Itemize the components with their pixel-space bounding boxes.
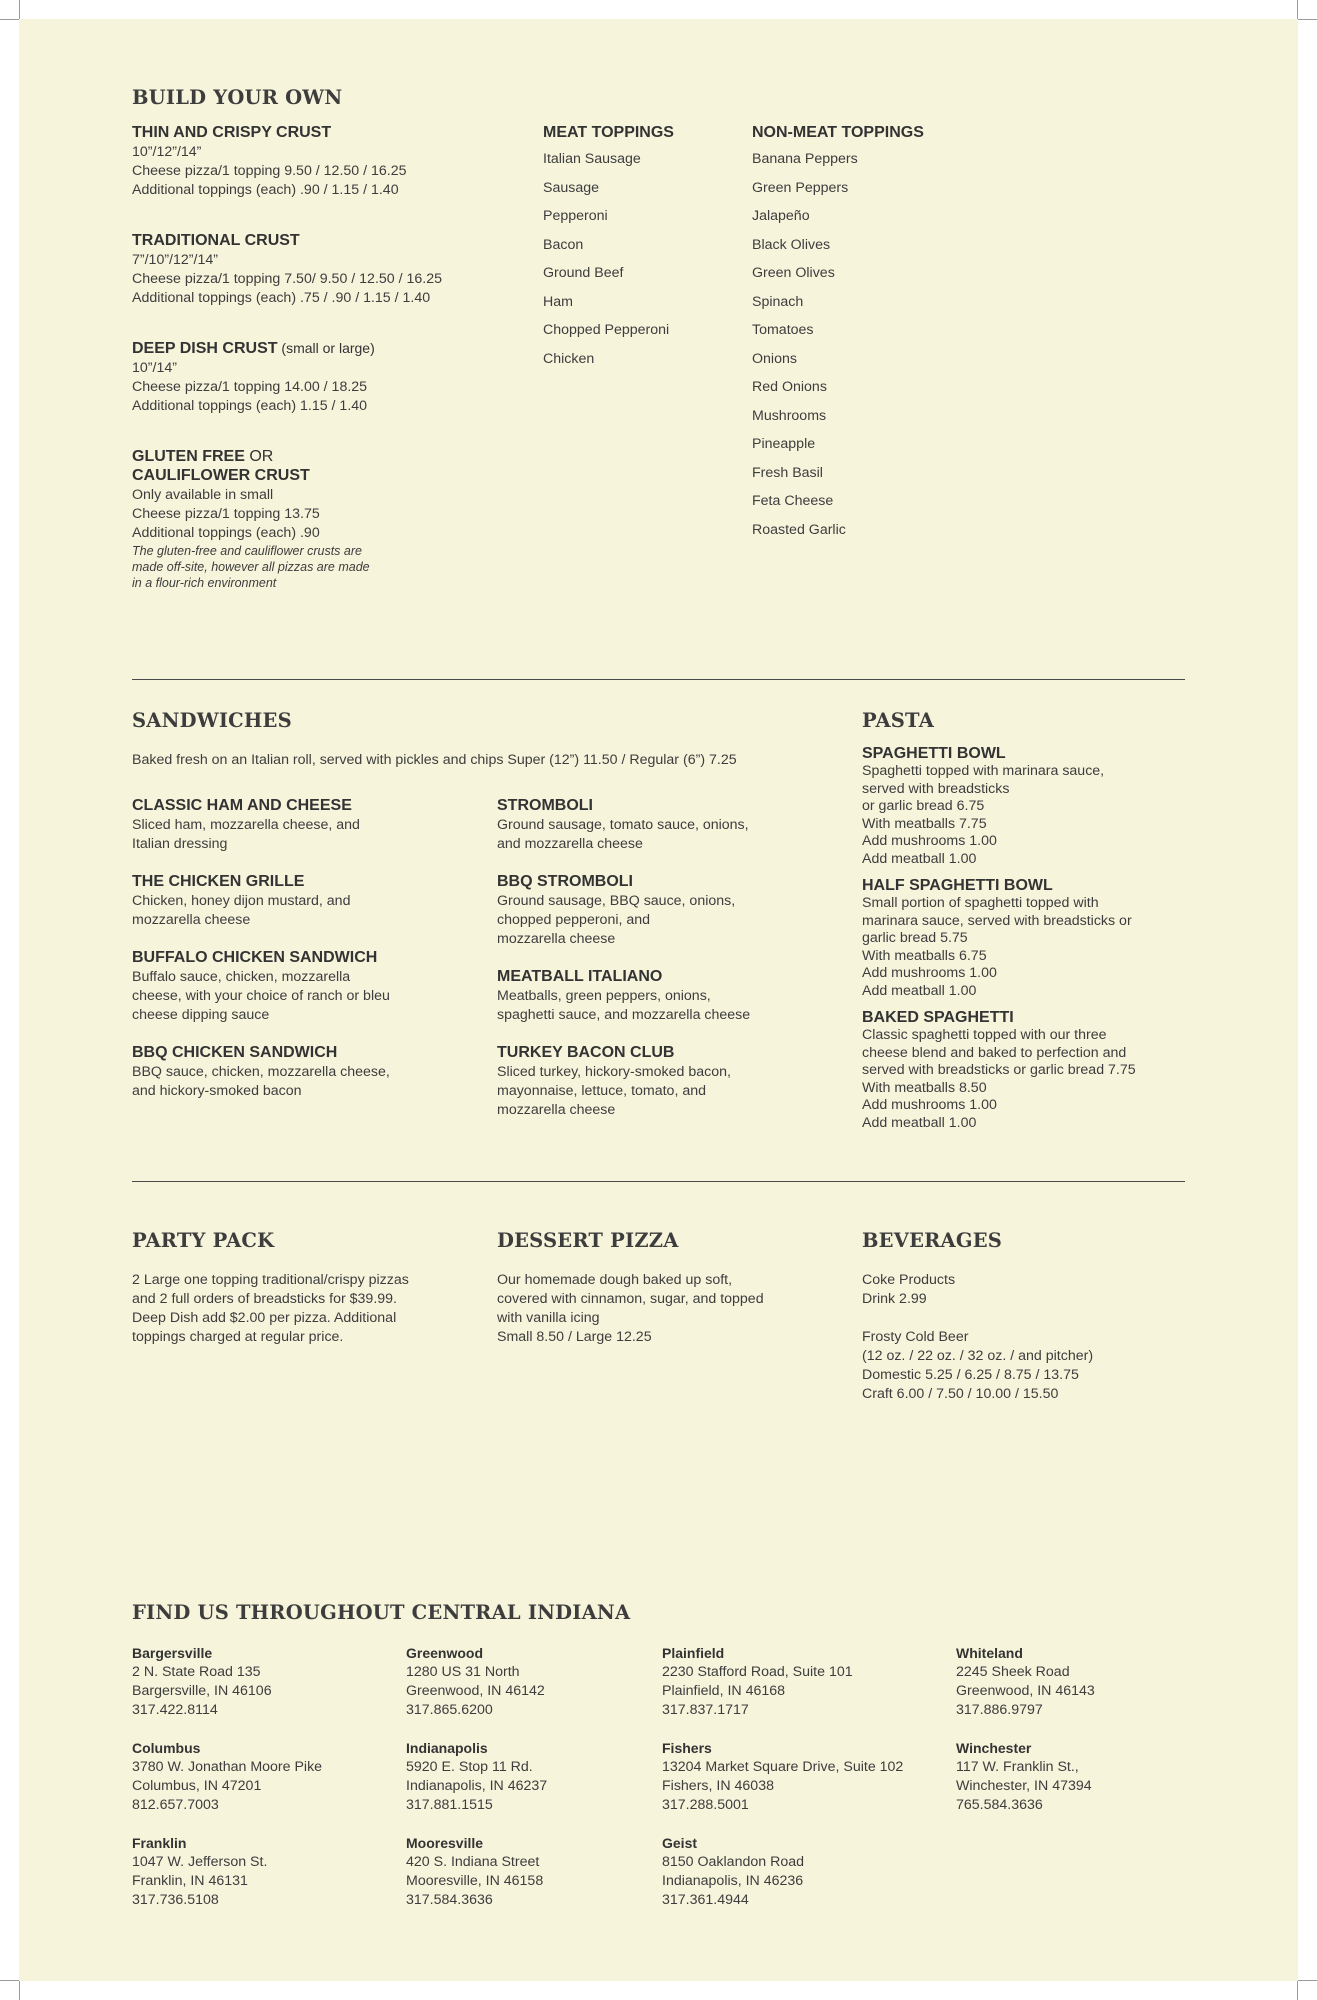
sandwich-name: MEATBALL ITALIANO [497,968,663,985]
location-line: 317.886.9797 [956,1702,1043,1718]
location-item [662,1644,903,1720]
sandwich-line: cheese dipping sauce [132,1007,270,1023]
location-item [662,1739,903,1815]
sandwich-line: mozzarella cheese [497,931,616,947]
sandwich-line: mozzarella cheese [497,1102,616,1118]
pasta-line: Classic spaghetti topped with our three [862,1027,1107,1043]
beverages-heading: BEVERAGES [862,1229,1003,1252]
location-line: Indianapolis, IN 46237 [406,1778,548,1794]
pasta-line: Add meatball 1.00 [862,982,977,999]
topping-item: Italian Sausage [543,151,641,167]
beverage-line: (12 oz. / 22 oz. / 32 oz. / and pitcher) [862,1348,1094,1364]
sandwich-line: mayonnaise, lettuce, tomato, and [497,1083,706,1099]
sandwich-line: mozzarella cheese [132,912,251,928]
crust-deep-dish [132,340,512,416]
sandwich-name: TURKEY BACON CLUB [497,1044,675,1061]
location-line: Winchester, IN 47394 [956,1778,1092,1794]
pasta-line: Add mushrooms 1.00 [862,965,997,981]
crust-disclaimer: The gluten-free and cauliflower crusts are [132,544,362,558]
location-item [956,1739,1095,1815]
pasta-line: Add mushrooms 1.00 [862,1097,997,1113]
crust-line: Additional toppings (each) .90 / 1.15 / 1.40 [132,182,399,198]
crust-line: Only available in small [132,487,274,503]
sandwich-line: Buffalo sauce, chicken, mozzarella [132,969,351,985]
sandwich-line: BBQ sauce, chicken, mozzarella cheese, [132,1064,390,1080]
location-item [662,1834,903,1910]
pasta-line: Add mushrooms 1.00 [862,833,997,849]
section-divider [132,1181,1185,1182]
location-line: 317.837.1717 [662,1702,749,1718]
crust-name: CAULIFLOWER CRUST [132,467,310,484]
pasta-item [862,745,1182,868]
pasta-item [862,1009,1182,1132]
topping-item: Chicken [543,350,595,367]
location-name: Columbus [132,1740,201,1756]
location-line: 5920 E. Stop 11 Rd. [406,1759,533,1775]
dessert-line: covered with cinnamon, sugar, and topped [497,1291,764,1307]
meat-toppings [543,124,674,378]
party-pack-line: toppings charged at regular price. [132,1329,344,1345]
location-line: Franklin, IN 46131 [132,1873,248,1889]
crust-list [132,124,512,610]
sandwich-name: BBQ CHICKEN SANDWICH [132,1044,338,1061]
location-item [132,1834,322,1910]
topping-item: Chopped Pepperoni [543,322,670,338]
location-name: Winchester [956,1740,1032,1756]
party-pack-line: Deep Dish add $2.00 per pizza. Additional [132,1310,397,1326]
sandwich-item [132,1044,462,1101]
sandwich-line: and hickory-smoked bacon [132,1083,302,1099]
location-line: Greenwood, IN 46143 [956,1683,1095,1699]
location-line: 2230 Stafford Road, Suite 101 [662,1664,853,1680]
sandwich-line: cheese, with your choice of ranch or bleu [132,988,390,1004]
pasta-line: or garlic bread 6.75 [862,798,985,814]
sandwich-item [497,797,827,854]
beverages-details [862,1271,1192,1404]
location-line: Fishers, IN 46038 [662,1778,774,1794]
topping-item: Sausage [543,179,600,196]
pasta-line: served with breadsticks [862,780,1010,797]
party-pack-line: and 2 full orders of breadsticks for $39.99. [132,1291,397,1307]
sandwich-line: Italian dressing [132,836,228,852]
sandwich-line: Sliced turkey, hickory-smoked bacon, [497,1064,731,1080]
crop-mark [0,1980,20,1981]
crust-name: GLUTEN FREE [132,448,245,465]
non-meat-toppings-list [752,150,924,549]
beverage-line: Domestic 5.25 / 6.25 / 8.75 / 13.75 [862,1367,1079,1383]
crust-gluten-free [132,448,512,591]
sandwich-name: BBQ STROMBOLI [497,873,633,890]
locations-column [406,1644,547,1929]
sandwich-list-left [132,797,462,1120]
location-line: Columbus, IN 47201 [132,1778,262,1794]
location-item [132,1644,322,1720]
build-your-own-heading: BUILD YOUR OWN [132,86,343,109]
crust-disclaimer: made off-site, however all pizzas are made [132,560,370,574]
sandwich-line: Ground sausage, BBQ sauce, onions, [497,893,736,909]
locations-column [662,1644,903,1929]
topping-item: Black Olives [752,236,831,253]
crust-or: OR [244,448,274,465]
beverage-line: Drink 2.99 [862,1291,927,1307]
location-line: 317.584.3636 [406,1892,493,1908]
topping-item: Jalapeño [752,208,810,224]
location-line: 2245 Sheek Road [956,1664,1070,1680]
crust-line: Additional toppings (each) 1.15 / 1.40 [132,398,368,414]
crop-mark [1297,1980,1317,1981]
location-line: Indianapolis, IN 46236 [662,1873,804,1889]
pasta-list [862,745,1182,1132]
sandwich-item [132,873,462,930]
pasta-line: cheese blend and baked to perfection and [862,1044,1127,1061]
location-name: Greenwood [406,1645,484,1661]
location-line: 13204 Market Square Drive, Suite 102 [662,1759,904,1775]
sandwich-list-right [497,797,827,1139]
sandwiches-heading: SANDWICHES [132,709,292,732]
pasta-line: Add meatball 1.00 [862,850,977,867]
location-line: 317.361.4944 [662,1892,749,1908]
location-line: 317.865.6200 [406,1702,493,1718]
pasta-name: SPAGHETTI BOWL [862,745,1006,762]
sandwich-item [132,949,462,1025]
location-line: 2 N. State Road 135 [132,1664,261,1680]
location-line: 1047 W. Jefferson St. [132,1854,268,1870]
locations-heading: FIND US THROUGHOUT CENTRAL INDIANA [132,1601,631,1624]
sandwich-name: BUFFALO CHICKEN SANDWICH [132,949,378,966]
location-line: Bargersville, IN 46106 [132,1683,272,1699]
topping-item: Feta Cheese [752,493,834,509]
pasta-line: With meatballs 6.75 [862,947,987,964]
sandwich-name: CLASSIC HAM AND CHEESE [132,797,352,814]
party-pack-details [132,1271,472,1347]
crop-mark [0,19,20,20]
crust-line: Additional toppings (each) .90 [132,525,320,541]
pasta-heading: PASTA [862,709,935,732]
location-name: Bargersville [132,1645,213,1661]
pasta-line: Add meatball 1.00 [862,1114,977,1131]
crust-thin [132,124,512,200]
topping-item: Ground Beef [543,265,624,281]
location-name: Fishers [662,1740,712,1756]
location-line: 317.288.5001 [662,1797,749,1813]
location-name: Mooresville [406,1835,484,1851]
location-line: 420 S. Indiana Street [406,1854,540,1870]
pasta-name: HALF SPAGHETTI BOWL [862,877,1053,894]
location-line: 1280 US 31 North [406,1664,520,1680]
pasta-line: With meatballs 7.75 [862,815,987,832]
party-pack-line: 2 Large one topping traditional/crispy pizzas [132,1272,409,1288]
dessert-line: Our homemade dough baked up soft, [497,1272,733,1288]
non-meat-toppings [752,124,924,549]
location-line: 765.584.3636 [956,1797,1043,1813]
topping-item: Green Peppers [752,179,849,196]
pasta-line: Spaghetti topped with marinara sauce, [862,763,1105,779]
section-divider [132,679,1185,680]
crust-name: DEEP DISH CRUST [132,340,278,357]
crop-mark [19,1980,20,2000]
crust-name: THIN AND CRISPY CRUST [132,124,332,141]
location-line: Greenwood, IN 46142 [406,1683,545,1699]
topping-item: Roasted Garlic [752,521,846,538]
topping-item: Ham [543,293,573,310]
sandwich-item [497,1044,827,1120]
sandwich-line: Sliced ham, mozzarella cheese, and [132,817,360,833]
locations-column [956,1644,1095,1834]
location-item [956,1644,1095,1720]
topping-item: Pepperoni [543,208,608,224]
location-item [406,1644,547,1720]
location-line: 8150 Oaklandon Road [662,1854,804,1870]
location-line: 3780 W. Jonathan Moore Pike [132,1759,323,1775]
location-name: Plainfield [662,1645,725,1661]
dessert-pizza-details [497,1271,837,1347]
crust-line: 10”/14” [132,360,177,376]
meat-toppings-list [543,150,674,378]
sandwich-line: Meatballs, green peppers, onions, [497,988,711,1004]
crop-mark [19,0,20,20]
pasta-name: BAKED SPAGHETTI [862,1009,1014,1026]
pasta-line: served with breadsticks or garlic bread 7.75 [862,1062,1136,1078]
location-item [406,1739,547,1815]
crust-note: (small or large) [277,340,375,356]
pasta-line: marinara sauce, served with breadsticks or [862,912,1132,929]
topping-item: Spinach [752,293,804,310]
party-pack-heading: PARTY PACK [132,1229,275,1252]
sandwich-line: spaghetti sauce, and mozzarella cheese [497,1007,751,1023]
sandwich-line: chopped pepperoni, and [497,912,651,928]
topping-item: Onions [752,350,797,367]
crop-mark [1297,0,1298,20]
crust-traditional [132,232,512,308]
beverage-line: Coke Products [862,1272,956,1288]
crust-line: Cheese pizza/1 topping 13.75 [132,506,320,522]
dessert-pizza-heading: DESSERT PIZZA [497,1229,679,1252]
location-line: Plainfield, IN 46168 [662,1683,786,1699]
location-name: Geist [662,1835,698,1851]
crust-line: Cheese pizza/1 topping 14.00 / 18.25 [132,379,368,395]
sandwich-name: THE CHICKEN GRILLE [132,873,305,890]
pasta-line: Small portion of spaghetti topped with [862,895,1099,911]
sandwich-item [497,968,827,1025]
topping-item: Pineapple [752,436,816,452]
crust-line: Cheese pizza/1 topping 9.50 / 12.50 / 16.25 [132,163,407,179]
crop-mark [1297,1980,1298,2000]
location-line: Mooresville, IN 46158 [406,1873,544,1889]
crust-disclaimer: in a flour-rich environment [132,576,277,590]
non-meat-toppings-heading: NON-MEAT TOPPINGS [752,124,924,141]
meat-toppings-heading: MEAT TOPPINGS [543,124,674,141]
sandwich-item [132,797,462,854]
crust-line: Cheese pizza/1 topping 7.50/ 9.50 / 12.50 / 16.25 [132,271,442,287]
location-item [132,1739,322,1815]
location-line: 317.881.1515 [406,1797,493,1813]
sandwich-line: Ground sausage, tomato sauce, onions, [497,817,749,833]
sandwich-line: and mozzarella cheese [497,836,643,852]
location-line: 117 W. Franklin St., [956,1759,1079,1775]
topping-item: Tomatoes [752,322,814,338]
topping-item: Banana Peppers [752,151,858,167]
topping-item: Mushrooms [752,407,827,424]
dessert-line: Small 8.50 / Large 12.25 [497,1329,652,1345]
location-name: Franklin [132,1835,187,1851]
location-name: Whiteland [956,1645,1023,1661]
pasta-item [862,877,1182,1000]
sandwiches-intro: Baked fresh on an Italian roll, served with pickles and chips Super (12”) 11.50 / Regular (6”) 7.25 [132,752,737,768]
pasta-line: garlic bread 5.75 [862,930,968,946]
sandwich-name: STROMBOLI [497,797,593,814]
crust-line: 10”/12”/14” [132,144,202,160]
location-line: 317.422.8114 [132,1702,218,1718]
location-line: 812.657.7003 [132,1797,219,1813]
location-item [406,1834,547,1910]
location-name: Indianapolis [406,1740,488,1756]
location-line: 317.736.5108 [132,1892,219,1908]
crop-mark [1297,19,1317,20]
sandwich-item [497,873,827,949]
beverage-line: Frosty Cold Beer [862,1329,969,1345]
topping-item: Fresh Basil [752,464,823,481]
sandwich-line: Chicken, honey dijon mustard, and [132,893,351,909]
crust-line: 7”/10”/12”/14” [132,252,218,268]
dessert-line: with vanilla icing [497,1310,600,1326]
crust-name: TRADITIONAL CRUST [132,232,300,249]
pasta-line: With meatballs 8.50 [862,1079,987,1096]
locations-column [132,1644,322,1929]
beverage-line: Craft 6.00 / 7.50 / 10.00 / 15.50 [862,1386,1059,1402]
topping-item: Red Onions [752,379,827,395]
crust-line: Additional toppings (each) .75 / .90 / 1.15 / 1.40 [132,290,431,306]
topping-item: Bacon [543,236,584,253]
topping-item: Green Olives [752,265,835,281]
